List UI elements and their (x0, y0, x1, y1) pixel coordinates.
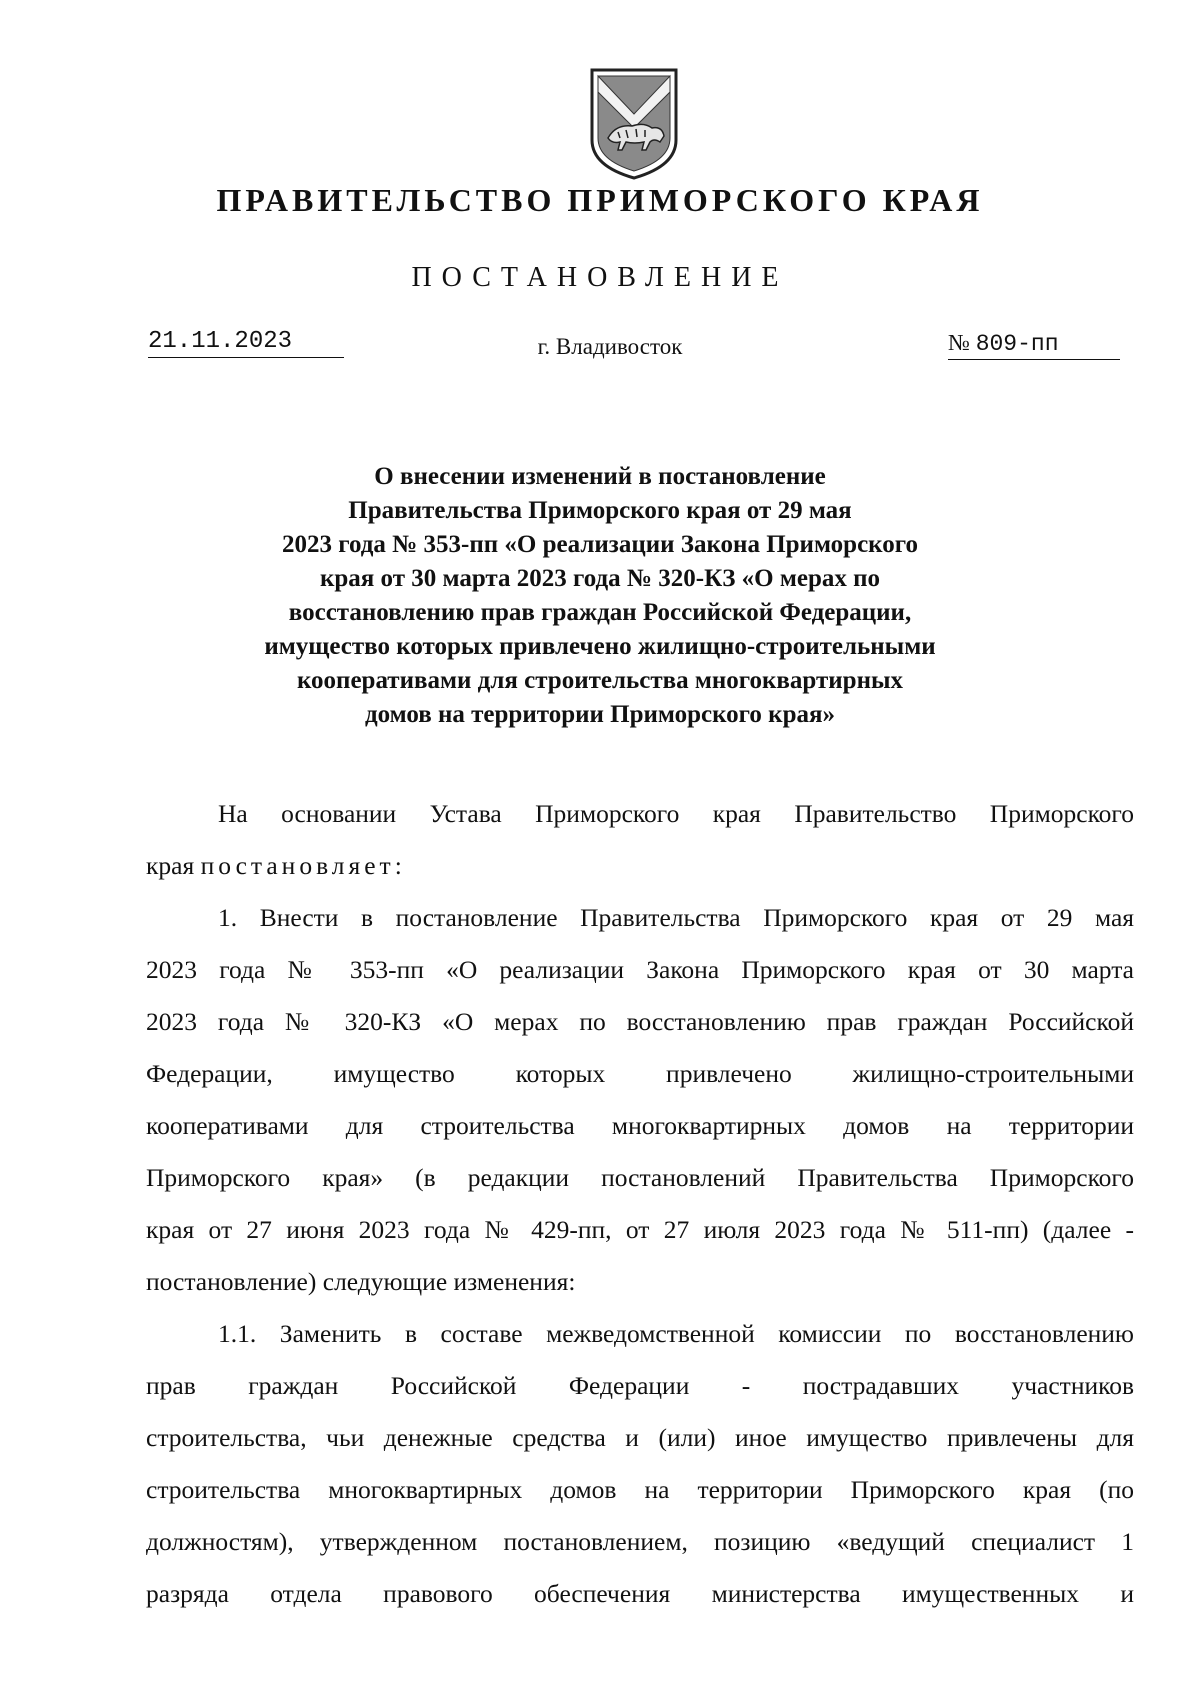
document-city: г. Владивосток (537, 334, 683, 359)
paragraph-2-line: должностям), утвержденном постановлением, позицию «ведущий специалист 1 (146, 1527, 1134, 1556)
number-value: 809-пп (975, 331, 1059, 357)
title-line: 2023 года № 353-пп «О реализации Закона Приморского (282, 531, 918, 558)
document-body (146, 788, 1134, 1620)
document-type: ПОСТАНОВЛЕНИЕ (411, 262, 789, 293)
paragraph-1-line: Федерации, имущество которых привлечено жилищно-строительными (146, 1059, 1134, 1088)
paragraph-2-line: строительства многоквартирных домов на территории Приморского края (по (146, 1475, 1134, 1504)
intro-line (146, 840, 1134, 892)
number-prefix: № (948, 330, 970, 355)
title-line: кооперативами для строительства многоквартирных (296, 667, 904, 694)
coat-of-arms-emblem (588, 66, 680, 182)
paragraph-2-line: прав граждан Российской Федерации - пострадавших участников (146, 1371, 1134, 1400)
paragraph-1-line: 1. Внести в постановление Правительства Приморского края от 29 мая (218, 903, 1134, 932)
document-title (240, 460, 960, 732)
document-number (948, 330, 1120, 360)
organization-name: ПРАВИТЕЛЬСТВО ПРИМОРСКОГО КРАЯ (216, 182, 984, 218)
paragraph-2-line: 1.1. Заменить в составе межведомственной комиссии по восстановлению (218, 1319, 1134, 1348)
title-line: О внесении изменений в постановление (374, 463, 826, 490)
paragraph-1-line: 2023 года № 353-пп «О реализации Закона Приморского края от 30 марта (146, 955, 1134, 984)
document-date: 21.11.2023 (148, 328, 344, 358)
title-line: края от 30 марта 2023 года № 320-КЗ «О мерах по (319, 565, 881, 592)
title-line: домов на территории Приморского края» (365, 701, 835, 728)
paragraph-2-line: строительства, чьи денежные средства и (или) иное имущество привлечены для (146, 1423, 1134, 1452)
paragraph-1-line: постановление) следующие изменения: (146, 1267, 576, 1296)
title-line: Правительства Приморского края от 29 мая (348, 497, 852, 524)
paragraph-1-line: 2023 года № 320-КЗ «О мерах по восстановлению прав граждан Российской (146, 1007, 1134, 1036)
paragraph-1-line: Приморского края» (в редакции постановлений Правительства Приморского (146, 1163, 1134, 1192)
intro-verb: постановляет: (200, 851, 406, 880)
paragraph-1-line: края от 27 июня 2023 года № 429-пп, от 27 июля 2023 года № 511-пп) (далее - (146, 1215, 1134, 1244)
paragraph-2-line: разряда отдела правового обеспечения министерства имущественных и (146, 1579, 1134, 1608)
paragraph-1-line: кооперативами для строительства многоквартирных домов на территории (146, 1111, 1134, 1140)
intro-line: На основании Устава Приморского края Правительство Приморского (218, 799, 1134, 828)
title-line: восстановлению прав граждан Российской Федерации, (288, 599, 912, 626)
title-line: имущество которых привлечено жилищно-строительными (264, 633, 936, 660)
intro-subject: края (146, 851, 195, 880)
